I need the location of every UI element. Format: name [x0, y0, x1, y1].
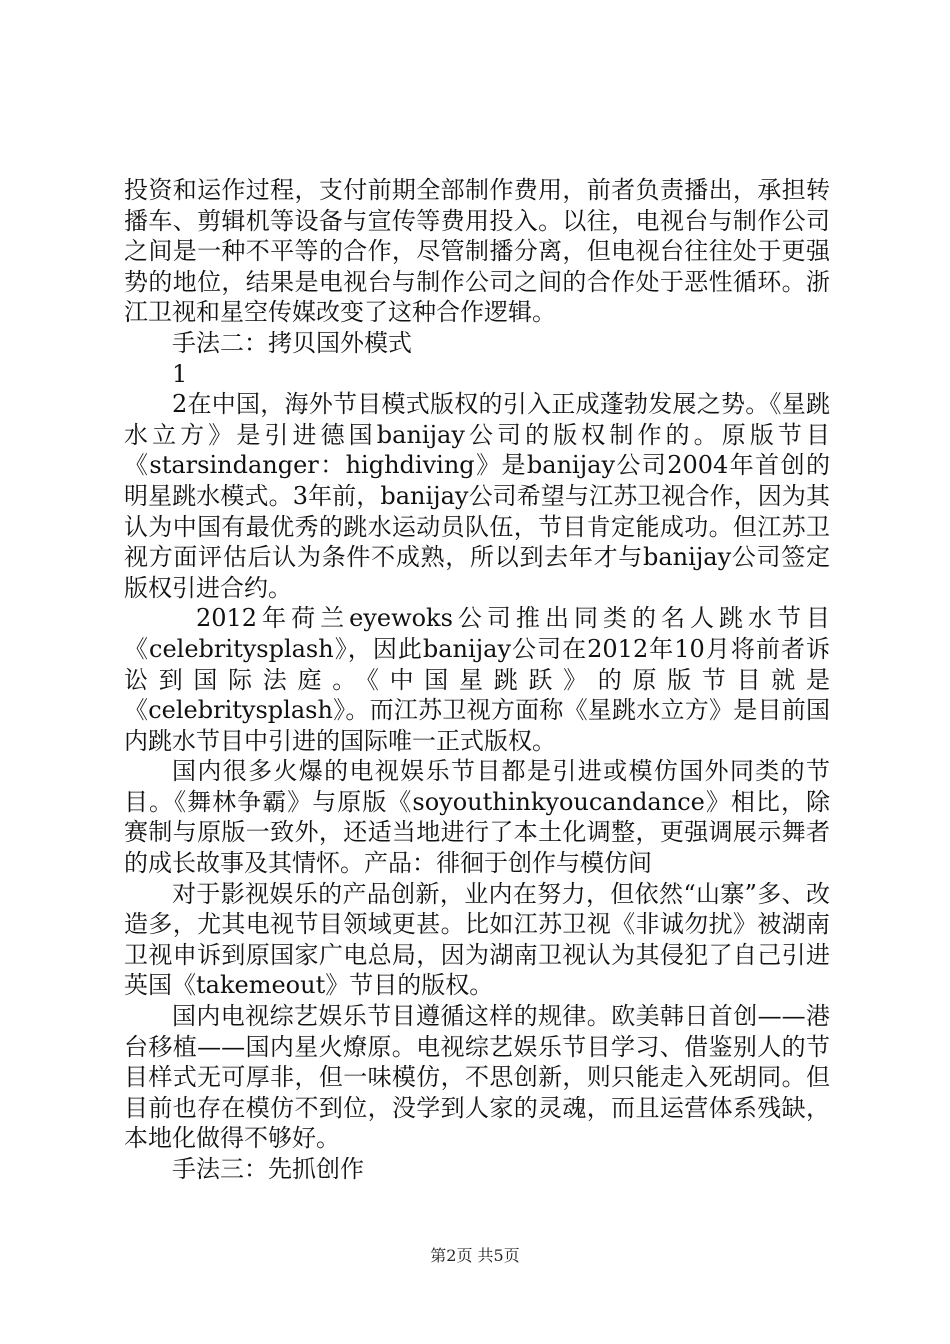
- page-footer: 第2页 共5页: [430, 1246, 520, 1265]
- document-body: [124, 175, 830, 1185]
- stray-number: 1: [172, 359, 188, 388]
- paragraph-format-import: 2在中国，海外节目模式版权的引入正成蓬勃发展之势。《星跳水立方》是引进德国banijay公司的版权制作的。原版节目《starsindanger：highdiving》是banijay公司2004年首创的明星跳水模式。3年前，banijay公司希望与江苏卫视合作，因为其认为中国有最优秀的跳水运动员队伍，节目肯定能成功。但江苏卫视方面评估后认为条件不成熟，所以到去年才与banijay公司签定版权引进合约。: [124, 390, 830, 602]
- paragraph-continuation: 投资和运作过程，支付前期全部制作费用，前者负责播出，承担转播车、剪辑机等设备与宣传等费用投入。以往，电视台与制作公司之间是一种不平等的合作，尽管制播分离，但电视台往往处于更强势的地位，结果是电视台与制作公司之间的合作处于恶性循环。浙江卫视和星空传媒改变了这种合作逻辑。: [124, 176, 830, 327]
- paragraph-rules: 国内电视综艺娱乐节目遵循这样的规律。欧美韩日首创——港台移植——国内星火燎原。电视综艺娱乐节目学习、借鉴别人的节目样式无可厚非，但一味模仿，不思创新，则只能走入死胡同。但目前也存在模仿不到位，没学到人家的灵魂，而且运营体系残缺，本地化做得不够好。: [124, 1002, 830, 1153]
- paragraph-domestic-shows: 国内很多火爆的电视娱乐节目都是引进或模仿国外同类的节目。《舞林争霸》与原版《soyouthinkyoucandance》相比，除赛制与原版一致外，还适当地进行了本土化调整，更强调展示舞者的成长故事及其情怀。产品：徘徊于创作与模仿间: [124, 757, 830, 878]
- paragraph-eyewoks: 2012年荷兰eyewoks公司推出同类的名人跳水节目《celebritysplash》，因此banijay公司在2012年10月将前者诉讼到国际法庭。《中国星跳跃》的原版节目就是《celebritysplash》。而江苏卫视方面称《星跳水立方》是目前国内跳水节目中引进的国际唯一正式版权。: [124, 604, 830, 755]
- section-heading-method-three: 手法三：先抓创作: [172, 1155, 364, 1183]
- section-heading-method-two: 手法二：拷贝国外模式: [172, 328, 412, 357]
- paragraph-innovation: 对于影视娱乐的产品创新，业内在努力，但依然“山寨”多、改造多，尤其电视节目领域更甚。比如江苏卫视《非诚勿扰》被湖南卫视申诉到原国家广电总局，因为湖南卫视认为其侵犯了自己引进英国《takemeout》节目的版权。: [124, 879, 830, 1000]
